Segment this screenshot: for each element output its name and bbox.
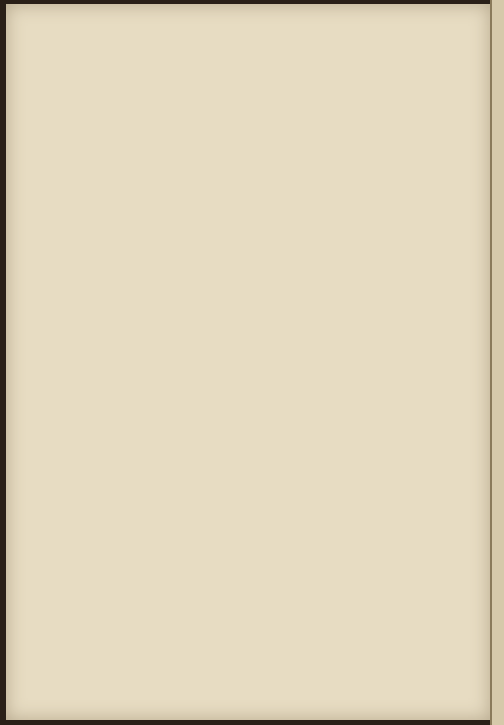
newspaper-page (6, 4, 490, 720)
adjacent-page-edge (490, 0, 504, 725)
